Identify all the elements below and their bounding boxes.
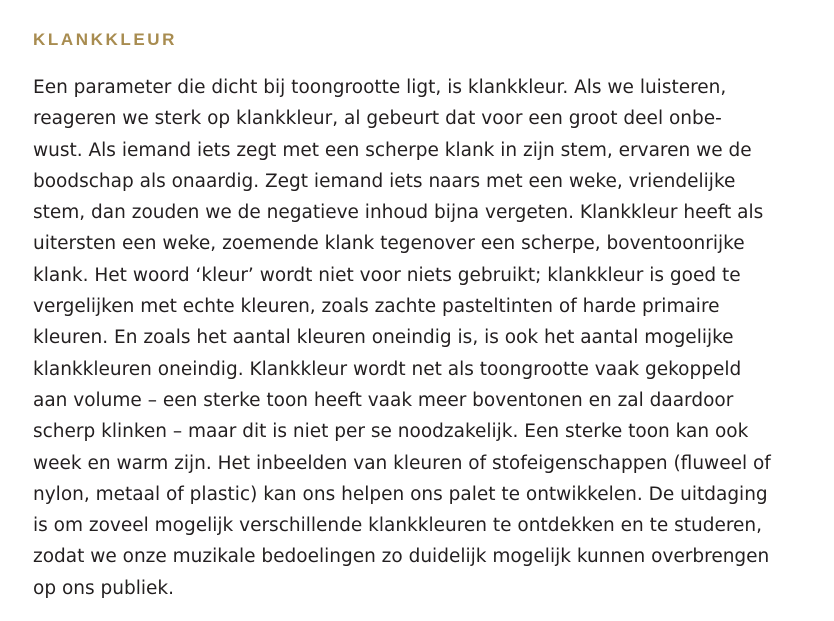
paragraph-line: kleuren. En zoals het aantal kleuren oneindig is, is ook het aantal mogelijke [33, 327, 734, 349]
paragraph-line: scherp klinken – maar dit is niet per se noodzakelijk. Een sterke toon kan ook [33, 421, 749, 443]
paragraph-line: wust. Als iemand iets zegt met een scherpe klank in zijn stem, ervaren we de [33, 139, 752, 161]
section-heading: KLANKKLEUR [33, 30, 178, 49]
paragraph-line: uitersten een weke, zoemende klank tegenover een scherpe, boventoonrijke [33, 233, 745, 255]
body-paragraph [33, 72, 794, 604]
paragraph-line: klankkleuren oneindig. Klankkleur wordt net als toongrootte vaak gekoppeld [33, 358, 742, 380]
paragraph-line: vergelijken met echte kleuren, zoals zachte pasteltinten of harde primaire [33, 296, 720, 318]
paragraph-line: op ons publiek. [33, 577, 174, 599]
paragraph-line: reageren we sterk op klankkleur, al gebeurt dat voor een groot deel onbe- [33, 108, 722, 130]
paragraph-line: Een parameter die dicht bij toongrootte ligt, is klankkleur. Als we luisteren, [33, 77, 727, 98]
paragraph-line: aan volume – een sterke toon heeft vaak meer boventonen en zal daardoor [33, 389, 734, 411]
paragraph-line: week en warm zijn. Het inbeelden van kleuren of stofeigenschappen (fluweel of [33, 452, 771, 474]
paragraph-line: is om zoveel mogelijk verschillende klankkleuren te ontdekken en te studeren, [33, 515, 763, 537]
paragraph-line: zodat we onze muzikale bedoelingen zo duidelijk mogelijk kunnen overbrengen [33, 546, 770, 568]
paragraph-line: boodschap als onaardig. Zegt iemand iets naars met een weke, vriendelijke [33, 170, 736, 192]
paragraph-line: nylon, metaal of plastic) kan ons helpen ons palet te ontwikkelen. De uitdaging [33, 483, 768, 505]
paragraph-line: klank. Het woord ‘kleur’ wordt niet voor niets gebruikt; klankkleur is goed te [33, 264, 741, 286]
paragraph-line: stem, dan zouden we de negatieve inhoud bijna vergeten. Klankkleur heeft als [33, 202, 764, 224]
